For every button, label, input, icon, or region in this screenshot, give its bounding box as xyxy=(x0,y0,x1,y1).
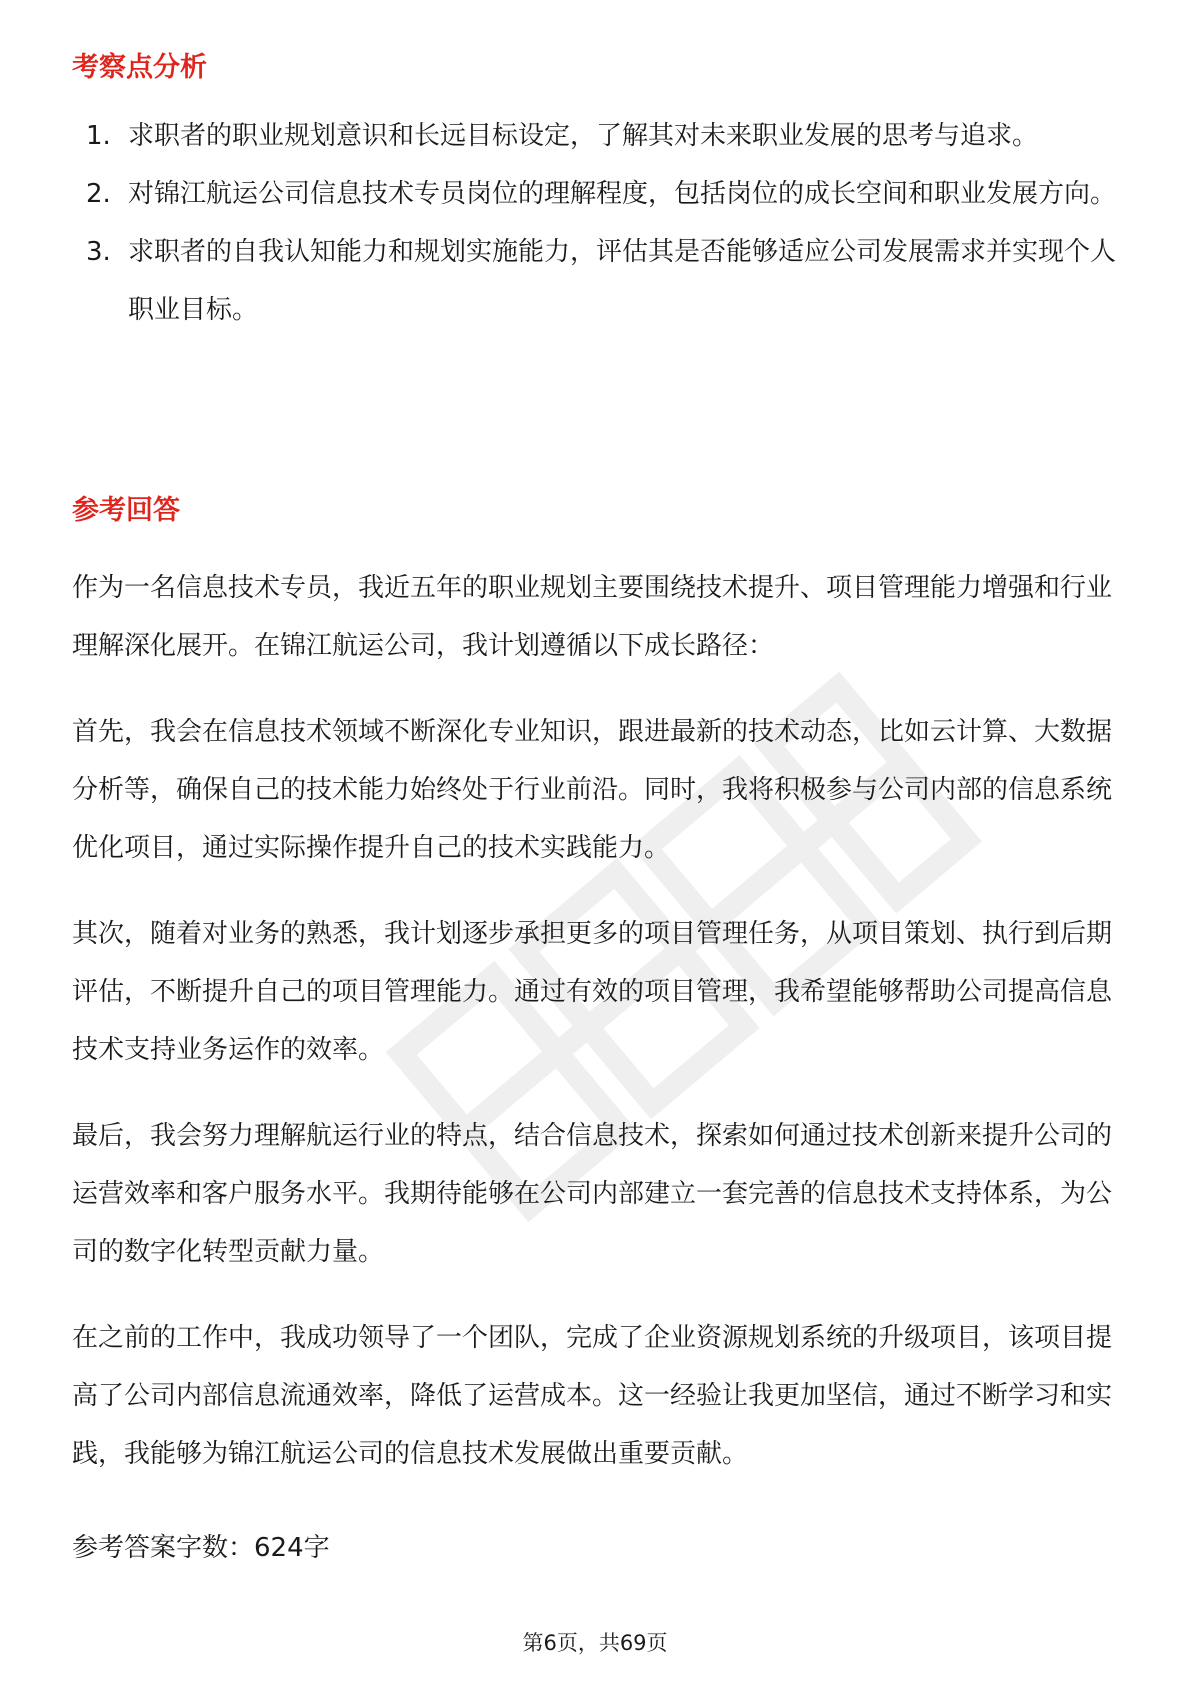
word-count: 参考答案字数：624字 xyxy=(72,1533,330,1563)
answer-paragraph-2: 首先，我会在信息技术领域不断深化专业知识，跟进最新的技术动态，比如云计算、大数据分析等，确保自己的技术能力始终处于行业前沿。同时，我将积极参与公司内部的信息系统优化项目，通过实际操作提升自己的技术实践能力。 xyxy=(72,717,1113,863)
list-item-text: 对锦江航运公司信息技术专员岗位的理解程度，包括岗位的成长空间和职业发展方向。 xyxy=(128,179,1117,209)
answer-paragraph-5: 在之前的工作中，我成功领导了一个团队，完成了企业资源规划系统的升级项目，该项目提高了公司内部信息流通效率，降低了运营成本。这一经验让我更加坚信，通过不断学习和实践，我能够为锦江航运公司的信息技术发展做出重要贡献。 xyxy=(72,1323,1113,1469)
list-item xyxy=(72,107,1122,165)
list-item-text: 求职者的职业规划意识和长远目标设定，了解其对未来职业发展的思考与追求。 xyxy=(128,121,1039,151)
list-item xyxy=(72,223,1122,339)
page-number: 第6页，共69页 xyxy=(522,1631,668,1655)
list-item-text: 求职者的自我认知能力和规划实施能力，评估其是否能够适应公司发展需求并实现个人职业目标。 xyxy=(128,237,1117,325)
answer-paragraph-3: 其次，随着对业务的熟悉，我计划逐步承担更多的项目管理任务，从项目策划、执行到后期评估，不断提升自己的项目管理能力。通过有效的项目管理，我希望能够帮助公司提高信息技术支持业务运作的效率。 xyxy=(72,919,1113,1065)
list-item xyxy=(72,165,1122,223)
answer-paragraph-1: 作为一名信息技术专员，我近五年的职业规划主要围绕技术提升、项目管理能力增强和行业理解深化展开。在锦江航运公司，我计划遵循以下成长路径： xyxy=(72,573,1113,661)
answer-paragraph-4: 最后，我会努力理解航运行业的特点，结合信息技术，探索如何通过技术创新来提升公司的运营效率和客户服务水平。我期待能够在公司内部建立一套完善的信息技术支持体系，为公司的数字化转型贡献力量。 xyxy=(72,1121,1113,1267)
answer-heading: 参考回答 xyxy=(72,495,180,526)
analysis-heading: 考察点分析 xyxy=(72,52,207,83)
list-item-number: 2. xyxy=(86,179,111,209)
analysis-list xyxy=(72,107,1122,339)
list-item-number: 3. xyxy=(86,237,111,267)
list-item-number: 1. xyxy=(86,121,111,151)
